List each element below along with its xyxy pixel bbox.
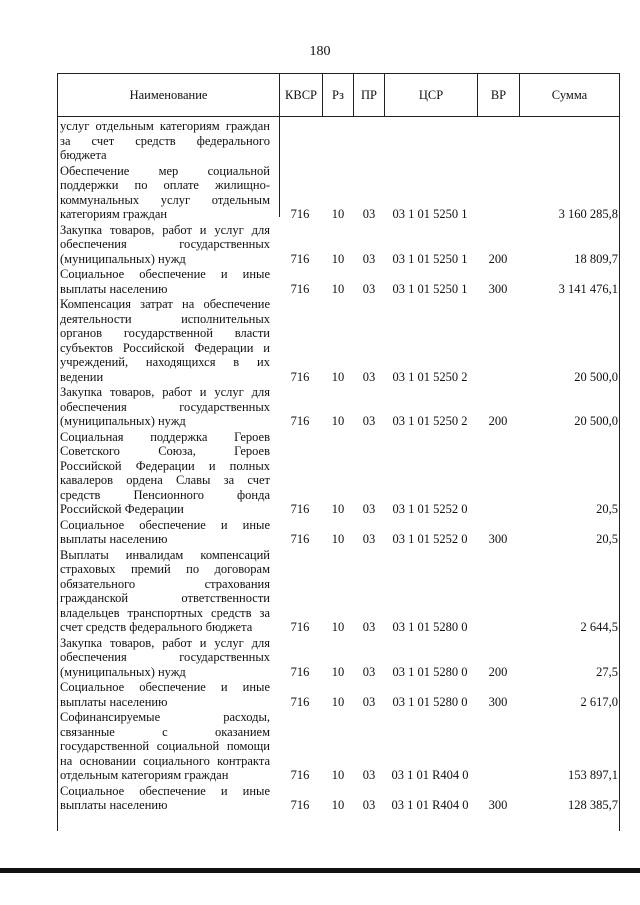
row-csr: 03 1 01 R404 0 <box>391 798 469 812</box>
row-name-line: деятельности исполнительных <box>60 311 270 326</box>
table-row <box>57 119 620 163</box>
row-name-line: Социальное обеспечение и иные <box>60 267 270 281</box>
table-row <box>57 267 620 296</box>
row-vr: 300 <box>488 532 508 546</box>
row-sum: 2 644,5 <box>580 620 618 634</box>
row-pr: 03 <box>362 768 376 782</box>
row-pr: 03 <box>362 414 376 428</box>
row-name <box>60 119 270 163</box>
row-name <box>60 297 270 384</box>
row-rz: 10 <box>331 532 345 546</box>
row-name-line: выплаты населению <box>60 694 168 709</box>
row-rz: 10 <box>331 694 345 709</box>
row-rz: 10 <box>331 798 345 812</box>
row-name-line: Социальное обеспечение и иные <box>60 783 270 798</box>
row-name <box>60 267 270 296</box>
table-row <box>57 164 620 222</box>
row-csr: 03 1 01 5250 1 <box>392 251 468 266</box>
row-name-line: Социальная поддержка Героев <box>60 429 270 444</box>
table-row <box>57 636 620 680</box>
row-csr: 03 1 01 5280 0 <box>392 620 468 634</box>
row-name-line: обеспечения государственных <box>60 237 270 251</box>
row-name-line: Социальное обеспечение и иные <box>60 680 270 694</box>
row-pr: 03 <box>362 502 376 516</box>
table-row <box>57 680 620 709</box>
row-name-line: Российской Федерации <box>60 502 184 516</box>
row-name <box>60 430 270 517</box>
row-name-line: выплаты населению <box>60 281 168 296</box>
row-name-line: отдельным категориям граждан <box>60 768 229 782</box>
header-sum: Сумма <box>519 73 620 117</box>
row-kvsr: 716 <box>290 768 310 782</box>
row-name-line: Обеспечение мер социальной <box>60 163 270 178</box>
row-pr: 03 <box>362 281 376 296</box>
row-rz: 10 <box>331 251 345 266</box>
row-name-line: счет средств федерального бюджета <box>60 620 253 634</box>
row-name-line: бюджета <box>60 148 107 162</box>
row-name-line: (муниципальных) нужд <box>60 664 186 679</box>
row-vr: 300 <box>488 694 508 709</box>
row-name <box>60 710 270 783</box>
row-name-line: страховых премий по договорам <box>60 562 270 576</box>
row-name-line: гражданской ответственности <box>60 591 270 605</box>
row-kvsr: 716 <box>290 532 310 546</box>
row-kvsr: 716 <box>290 414 310 428</box>
row-kvsr: 716 <box>290 369 310 384</box>
row-name-line: Российской Федерации и полных <box>60 458 270 473</box>
row-name-line: (муниципальных) нужд <box>60 251 186 266</box>
table-row <box>57 385 620 429</box>
row-name-line: Закупка товаров, работ и услуг для <box>60 222 270 237</box>
row-kvsr: 716 <box>290 281 310 296</box>
row-sum: 20 500,0 <box>574 369 618 384</box>
header-pr: ПР <box>353 73 384 117</box>
row-kvsr: 716 <box>290 251 310 266</box>
row-sum: 20,5 <box>596 502 618 516</box>
row-csr: 03 1 01 5250 1 <box>392 281 468 296</box>
row-name-line: поддержки по оплате жилищно- <box>60 178 270 192</box>
row-kvsr: 716 <box>290 694 310 709</box>
row-sum: 3 141 476,1 <box>558 281 618 296</box>
row-name <box>60 223 270 267</box>
row-name-line: связанные с оказанием <box>60 724 270 739</box>
page-number: 180 <box>309 44 331 59</box>
row-name-line: выплаты населению <box>60 532 168 546</box>
row-kvsr: 716 <box>290 502 310 516</box>
row-vr: 300 <box>488 281 508 296</box>
table-row <box>57 548 620 635</box>
row-pr: 03 <box>362 664 376 679</box>
row-name-line: Закупка товаров, работ и услуг для <box>60 385 270 399</box>
row-pr: 03 <box>362 251 376 266</box>
row-pr: 03 <box>362 532 376 546</box>
row-name-line: категориям граждан <box>60 207 168 221</box>
table-row <box>57 710 620 783</box>
row-name-line: обязательного страхования <box>60 576 270 591</box>
row-name <box>60 385 270 429</box>
row-name-line: обеспечения государственных <box>60 399 270 414</box>
header-csr: ЦСР <box>384 73 477 117</box>
row-rz: 10 <box>331 664 345 679</box>
row-pr: 03 <box>362 798 376 812</box>
row-name-line: кавалеров ордена Славы за счет <box>60 473 270 487</box>
row-rz: 10 <box>331 502 345 516</box>
row-name-line: (муниципальных) нужд <box>60 414 186 428</box>
scan-edge-bar <box>0 868 640 873</box>
row-pr: 03 <box>362 694 376 709</box>
row-csr: 03 1 01 R404 0 <box>391 768 469 782</box>
row-kvsr: 716 <box>290 620 310 634</box>
row-name <box>60 164 270 222</box>
row-name-line: государственной социальной помощи <box>60 739 270 753</box>
row-sum: 20,5 <box>596 532 618 546</box>
row-name-line: Закупка товаров, работ и услуг для <box>60 635 270 650</box>
row-name-line: на основании социального контракта <box>60 753 270 768</box>
row-kvsr: 716 <box>290 207 310 221</box>
table-row <box>57 297 620 384</box>
row-name-line: учреждений, находящихся в их <box>60 355 270 369</box>
row-vr: 200 <box>488 414 508 428</box>
row-name <box>60 680 270 709</box>
row-csr: 03 1 01 5252 0 <box>392 502 468 516</box>
row-name-line: Советского Союза, Героев <box>60 444 270 458</box>
header-rz: Рз <box>322 73 353 117</box>
row-csr: 03 1 01 5250 2 <box>392 414 468 428</box>
row-sum: 18 809,7 <box>574 251 618 266</box>
row-sum: 128 385,7 <box>568 798 618 812</box>
header-kvsr: КВСР <box>279 73 322 117</box>
row-pr: 03 <box>362 369 376 384</box>
row-csr: 03 1 01 5250 2 <box>392 369 468 384</box>
row-rz: 10 <box>331 207 345 221</box>
row-name-line: Софинансируемые расходы, <box>60 710 270 724</box>
row-name-line: коммунальных услуг отдельным <box>60 192 270 207</box>
row-csr: 03 1 01 5252 0 <box>392 532 468 546</box>
row-vr: 200 <box>488 664 508 679</box>
header-vr: ВР <box>477 73 519 117</box>
row-name-line: Социальное обеспечение и иные <box>60 517 270 532</box>
row-rz: 10 <box>331 281 345 296</box>
row-pr: 03 <box>362 620 376 634</box>
row-csr: 03 1 01 5250 1 <box>392 207 468 221</box>
row-rz: 10 <box>331 369 345 384</box>
row-name <box>60 784 270 813</box>
row-kvsr: 716 <box>290 798 310 812</box>
row-name-line: средств Пенсионного фонда <box>60 487 270 502</box>
row-rz: 10 <box>331 414 345 428</box>
row-sum: 27,5 <box>596 664 618 679</box>
row-name-line: органов государственной власти <box>60 326 270 340</box>
table-row <box>57 223 620 267</box>
row-vr: 200 <box>488 251 508 266</box>
row-name-line: выплаты населению <box>60 798 168 812</box>
row-pr: 03 <box>362 207 376 221</box>
row-csr: 03 1 01 5280 0 <box>392 694 468 709</box>
row-name <box>60 518 270 547</box>
row-name-line: ведении <box>60 369 104 384</box>
row-name <box>60 548 270 635</box>
row-name-line: за счет средств федерального <box>60 133 270 148</box>
header-name: Наименование <box>57 73 279 117</box>
row-csr: 03 1 01 5280 0 <box>392 664 468 679</box>
row-rz: 10 <box>331 768 345 782</box>
row-name-line: субъектов Российской Федерации и <box>60 340 270 355</box>
row-name-line: обеспечения государственных <box>60 650 270 664</box>
row-kvsr: 716 <box>290 664 310 679</box>
row-vr: 300 <box>488 798 508 812</box>
row-sum: 3 160 285,8 <box>558 207 618 221</box>
row-rz: 10 <box>331 620 345 634</box>
row-sum: 20 500,0 <box>574 414 618 428</box>
row-name-line: услуг отдельным категориям граждан <box>60 119 270 133</box>
table-header <box>57 73 620 117</box>
row-name-line: Выплаты инвалидам компенсаций <box>60 547 270 562</box>
table-row <box>57 518 620 547</box>
row-sum: 153 897,1 <box>568 768 618 782</box>
row-name-line: Компенсация затрат на обеспечение <box>60 297 270 311</box>
row-name <box>60 636 270 680</box>
table-row <box>57 430 620 517</box>
row-sum: 2 617,0 <box>580 694 618 709</box>
table-row <box>57 784 620 813</box>
row-name-line: владельцев транспортных средств за <box>60 605 270 620</box>
